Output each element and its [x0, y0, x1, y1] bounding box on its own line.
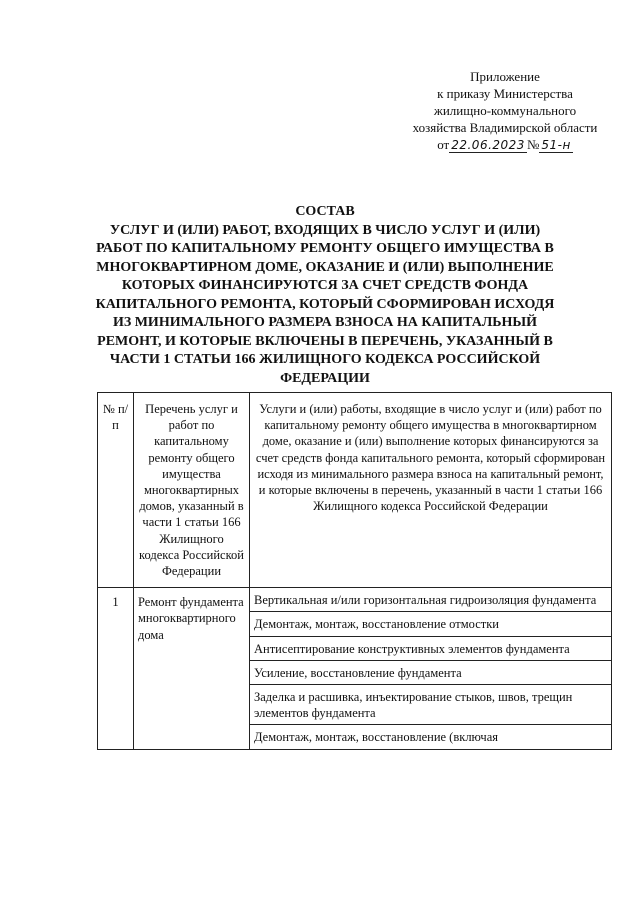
work-item: Антисептирование конструктивных элементов фундамента: [250, 637, 611, 661]
table-row: [98, 588, 612, 749]
order-number: 51-н: [541, 138, 571, 152]
appendix-line-4: хозяйства Владимирской области: [412, 120, 598, 135]
table-header-row: [98, 393, 612, 588]
work-item: Заделка и расшивка, инъектирование стыков, швов, трещин элементов фундамента: [250, 685, 611, 725]
work-item: Усиление, восстановление фундамента: [250, 661, 611, 685]
services-table: [97, 392, 612, 750]
order-date: 22.06.2023: [451, 138, 525, 152]
number-prefix: №: [526, 137, 540, 152]
appendix-block: [390, 68, 620, 154]
order-reference: [390, 136, 620, 154]
header-num: № п/п: [98, 393, 134, 588]
row-works: [250, 588, 612, 749]
date-prefix: от: [437, 137, 450, 152]
title-body: УСЛУГ И (ИЛИ) РАБОТ, ВХОДЯЩИХ В ЧИСЛО УСЛУГ И (ИЛИ) РАБОТ ПО КАПИТАЛЬНОМУ РЕМОНТУ ОБЩЕГО ИМУЩЕСТВА В МНОГОКВАРТИРНОМ ДОМЕ, ОКАЗАНИЕ И (ИЛИ) ВЫПОЛНЕНИЕ КОТОРЫХ ФИНАНСИРУЮТСЯ ЗА СЧЕТ СРЕДСТВ ФОНДА КАПИТАЛЬНОГО РЕМОНТА, КОТОРЫЙ СФОРМИРОВАН ИСХОДЯ ИЗ МИНИМАЛЬНОГО РАЗМЕРА ВЗНОСА НА КАПИТАЛЬНЫЙ РЕМОНТ, И КОТОРЫЕ ВКЛЮЧЕНЫ В ПЕРЕЧЕНЬ, УКАЗАННЫЙ В ЧАСТИ 1 СТАТЬИ 166 ЖИЛИЩНОГО КОДЕКСА РОССИЙСКОЙ ФЕДЕРАЦИИ: [95, 222, 555, 386]
document-title: [90, 203, 560, 388]
row-number: 1: [98, 588, 134, 749]
appendix-line-3: жилищно-коммунального: [433, 103, 577, 118]
work-item: Демонтаж, монтаж, восстановление отмостки: [250, 612, 611, 636]
header-services: Перечень услуг и работ по капитальному ремонту общего имущества многоквартирных домов, указанный в части 1 статьи 166 Жилищного кодекса Российской Федерации: [134, 393, 250, 588]
appendix-line-1: Приложение: [470, 69, 540, 84]
header-works: Услуги и (или) работы, входящие в число услуг и (или) работ по капитальному ремонту общего имущества в многоквартирном доме, оказание и (или) выполнение которых финансируются за счет средств фонда капитального ремонта, который сформирован исходя из минимального размера взноса на капитальный ремонт, и которые включены в перечень, указанный в части 1 статьи 166 Жилищного кодекса Российской Федерации: [250, 393, 612, 588]
row-section: Ремонт фундамента многоквартирного дома: [134, 588, 250, 749]
title-heading: СОСТАВ: [295, 204, 355, 219]
work-item: Вертикальная и/или горизонтальная гидроизоляция фундамента: [250, 588, 611, 612]
work-item: Демонтаж, монтаж, восстановление (включая: [254, 730, 499, 745]
appendix-line-2: к приказу Министерства: [437, 86, 573, 101]
